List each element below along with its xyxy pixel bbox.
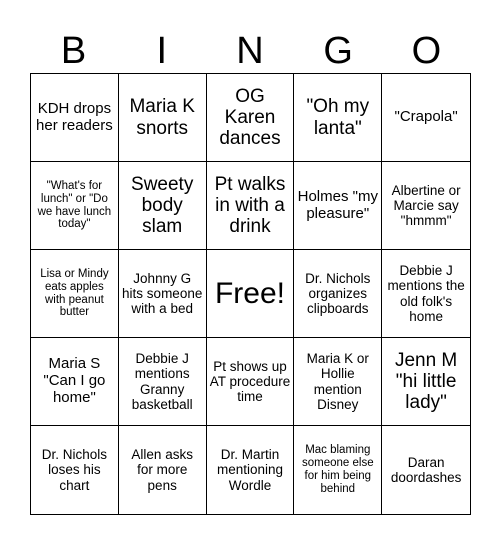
bingo-cell-r2c3[interactable]: Pt walks in with a drink <box>207 162 295 250</box>
bingo-cell-r5c1[interactable]: Dr. Nichols loses his chart <box>31 426 119 514</box>
bingo-cell-r5c2[interactable]: Allen asks for more pens <box>119 426 207 514</box>
bingo-cell-r1c3[interactable]: OG Karen dances <box>207 74 295 162</box>
bingo-cell-r1c5[interactable]: "Crapola" <box>382 74 470 162</box>
bingo-cell-r2c5[interactable]: Albertine or Marcie say "hmmm" <box>382 162 470 250</box>
bingo-cell-r2c1[interactable]: "What's for lunch" or "Do we have lunch today" <box>31 162 119 250</box>
bingo-board <box>30 73 471 515</box>
bingo-cell-r5c3[interactable]: Dr. Martin mentioning Wordle <box>207 426 295 514</box>
bingo-cell-r4c5[interactable]: Jenn M "hi little lady" <box>382 338 470 426</box>
bingo-cell-r3c1[interactable]: Lisa or Mindy eats apples with peanut butter <box>31 250 119 338</box>
bingo-cell-r2c4[interactable]: Holmes "my pleasure" <box>294 162 382 250</box>
bingo-cell-r2c2[interactable]: Sweety body slam <box>119 162 207 250</box>
header-letter-g: G <box>323 29 354 72</box>
bingo-cell-r1c1[interactable]: KDH drops her readers <box>31 74 119 162</box>
bingo-cell-r5c4[interactable]: Mac blaming someone else for him being behind <box>294 426 382 514</box>
bingo-cell-r1c4[interactable]: "Oh my lanta" <box>294 74 382 162</box>
bingo-cell-r3c4[interactable]: Dr. Nichols organizes clipboards <box>294 250 382 338</box>
header-letter-o: O <box>411 29 443 72</box>
bingo-cell-r1c2[interactable]: Maria K snorts <box>119 74 207 162</box>
header-letter-n: N <box>236 29 265 72</box>
bingo-header <box>30 28 471 74</box>
bingo-cell-r4c3[interactable]: Pt shows up AT procedure time <box>207 338 295 426</box>
bingo-cell-r4c1[interactable]: Maria S "Can I go home" <box>31 338 119 426</box>
bingo-cell-r3c2[interactable]: Johnny G hits someone with a bed <box>119 250 207 338</box>
bingo-cell-r4c2[interactable]: Debbie J mentions Granny basketball <box>119 338 207 426</box>
header-letter-i: I <box>156 29 169 72</box>
bingo-cell-r4c4[interactable]: Maria K or Hollie mention Disney <box>294 338 382 426</box>
bingo-cell-r3c5[interactable]: Debbie J mentions the old folk's home <box>382 250 470 338</box>
bingo-cell-r5c5[interactable]: Daran doordashes <box>390 454 462 485</box>
header-letter-b: B <box>60 29 88 72</box>
free-space-cell[interactable]: Free! <box>207 250 295 338</box>
